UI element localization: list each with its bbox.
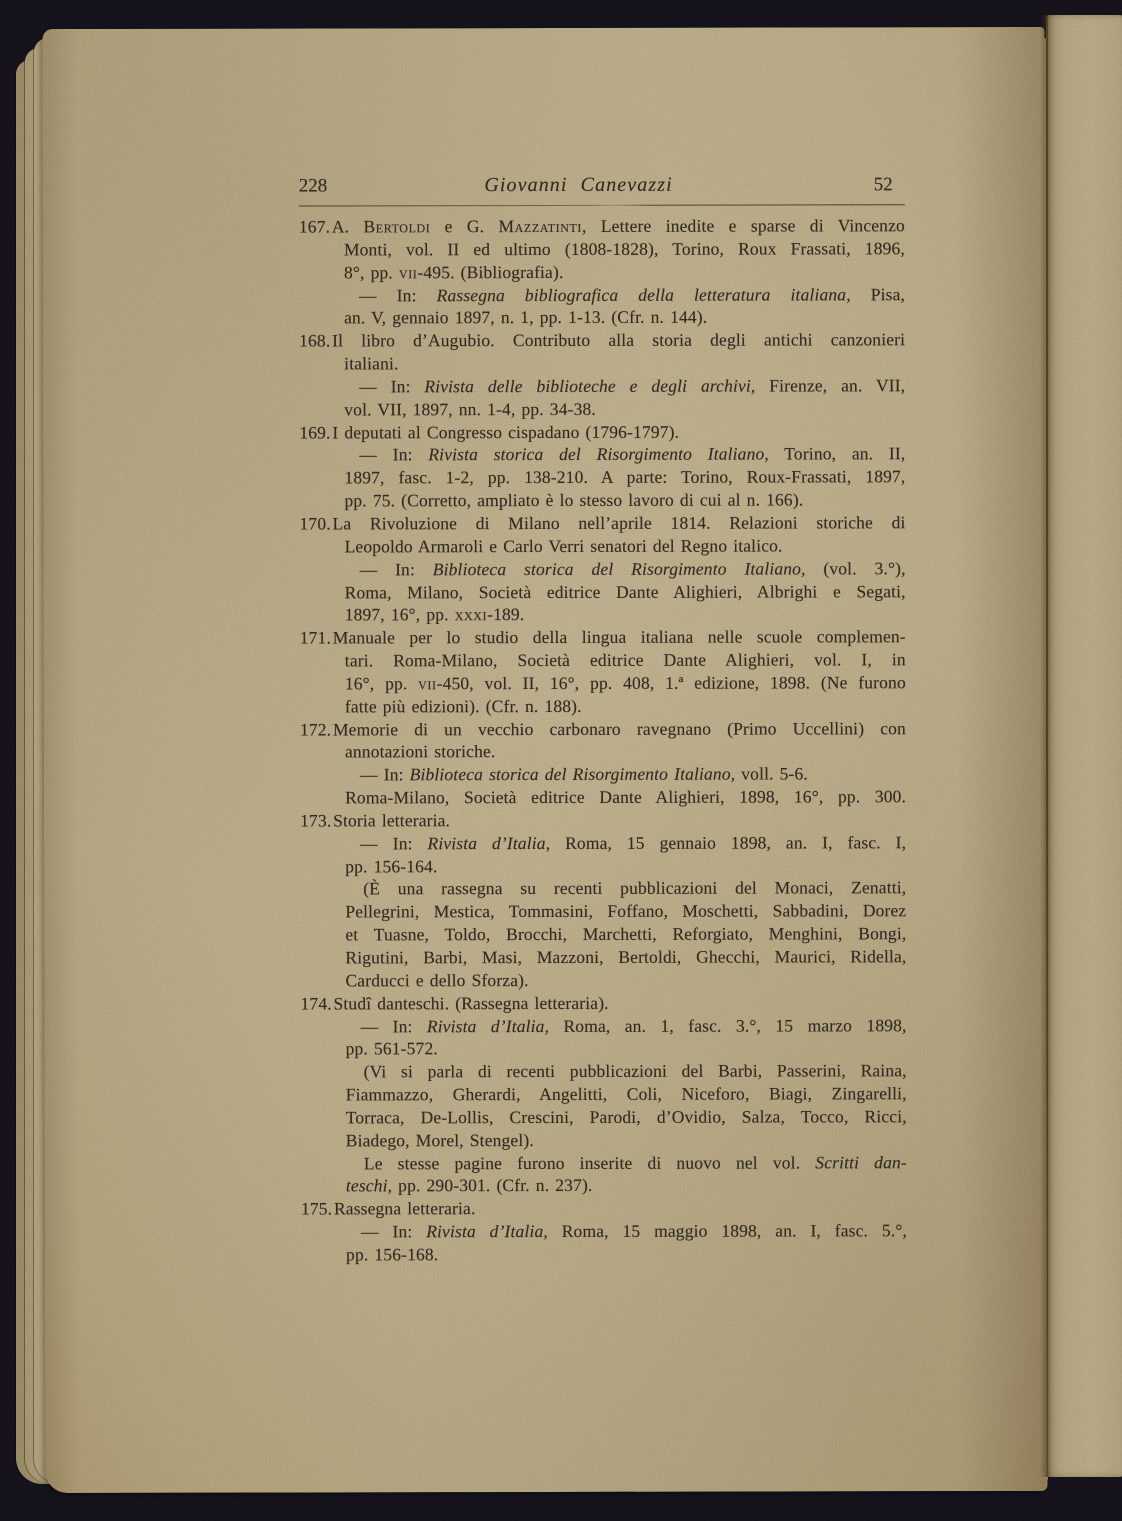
text-segment: Rivista d’Italia, — [426, 1015, 550, 1036]
entry-line — [299, 511, 906, 535]
facing-page-edge — [1046, 15, 1122, 1477]
entry-line — [334, 1082, 907, 1106]
text-segment: Monti, vol. II ed ultimo (1808-1828), Torino, Roux Frassati, 1896, — [343, 238, 905, 260]
entry-line — [298, 214, 905, 238]
entry-line — [334, 1014, 907, 1038]
bibliography — [299, 214, 907, 1266]
text-segment: Roma, Milano, Società editrice Dante Alighieri, Albrighi e Segati, — [344, 580, 906, 602]
text-segment: Scritti dan- — [815, 1151, 907, 1173]
text-segment: -189. — [487, 604, 525, 625]
text-segment: xxxi — [454, 604, 488, 625]
text-segment: 1897, fasc. 1-2, pp. 138-210. A parte: Torino, Roux-Frassati, 1897, — [344, 466, 906, 488]
text-segment: Torino, an. II, — [768, 443, 906, 464]
entry-line — [333, 922, 906, 946]
text-segment: pp. 561-572. — [345, 1038, 438, 1059]
text-segment: Mazzatinti — [498, 215, 583, 237]
entry-line — [332, 260, 905, 284]
bib-entry — [299, 420, 905, 513]
entry-line — [332, 306, 905, 330]
text-segment: Carducci e dello Sforza). — [345, 969, 529, 991]
text-segment: (È una rassegna su recenti pubblicazioni del Monaci, Zenatti, — [363, 877, 907, 899]
text-segment: I deputati al Congresso cispadano (1796-1797). — [332, 421, 680, 443]
entry-line — [299, 717, 906, 741]
entry-number: 168. — [299, 330, 331, 351]
text-segment: Fiammazzo, Gherardi, Angelitti, Coli, Niceforo, Biagi, Zingarelli, — [345, 1083, 907, 1105]
text-segment: pp. 75. (Corretto, ampliato è lo stesso lavoro di cui al n. 166). — [344, 489, 804, 511]
entry-line — [299, 625, 906, 649]
text-segment: Biblioteca storica del Risorgimento Italiano, — [409, 763, 736, 785]
entry-line — [333, 762, 906, 786]
entry-line — [334, 1174, 907, 1198]
bib-entry — [300, 625, 906, 718]
text-segment: A. — [331, 216, 364, 237]
text-segment: Memorie di un vecchio carbonaro ravegnano (Primo Uccellini) con — [332, 717, 906, 740]
entry-line — [333, 785, 906, 809]
text-segment: Pellegrini, Mestica, Tommasini, Foffano, Moschetti, Sabbadini, Dorez — [345, 900, 907, 922]
entry-line — [332, 397, 905, 421]
entry-line — [334, 1128, 907, 1152]
text-segment: Roma, 15 maggio 1898, an. I, fasc. 5.°, — [547, 1220, 908, 1242]
entry-line — [334, 1037, 907, 1061]
entry-line — [332, 351, 905, 375]
text-segment: — In: — [360, 1221, 427, 1242]
text-segment: — In: — [359, 558, 433, 580]
entry-line — [332, 237, 905, 261]
text-segment: Rigutini, Barbi, Masi, Mazzoni, Bertoldi, Ghecchi, Maurici, Ridella, — [345, 946, 907, 968]
text-segment: Studî danteschi. (Rassegna letteraria). — [333, 992, 609, 1014]
text-segment: vol. VII, 1897, nn. 1-4, pp. 34-38. — [344, 398, 596, 420]
text-segment: tari. Roma-Milano, Società editrice Dante Alighieri, vol. I, in — [344, 649, 906, 671]
bib-entry — [299, 328, 905, 421]
text-segment: annotazioni storiche. — [344, 741, 496, 762]
entry-number: 169. — [299, 422, 331, 443]
bib-entry — [300, 808, 906, 992]
entry-line — [333, 603, 906, 627]
text-segment: Roma-Milano, Società editrice Dante Alighieri, 1898, 16°, pp. 300. — [345, 786, 907, 808]
text-segment: e G. — [430, 216, 499, 237]
text-segment: teschi, — [345, 1175, 393, 1196]
entry-line — [300, 1197, 907, 1221]
text-segment: Roma, 15 gennaio 1898, an. I, fasc. I, — [550, 832, 907, 853]
entry-line — [334, 1151, 907, 1175]
entry-line — [333, 648, 906, 672]
text-segment: Storia letteraria. — [333, 810, 451, 831]
entry-line — [333, 831, 906, 855]
text-segment: 16°, pp. — [344, 673, 419, 694]
text-segment: Bertoldi — [363, 216, 431, 237]
text-segment: -450, vol. II, 16°, pp. 408, 1.ª edizione, 1898. (Ne furono — [436, 672, 906, 694]
entry-line — [299, 328, 906, 352]
entry-number: 167. — [298, 216, 331, 237]
text-segment: pp. 156-168. — [346, 1244, 439, 1265]
text-segment: — In: — [359, 376, 425, 397]
entry-number: 171. — [299, 627, 331, 648]
text-segment: Firenze, an. VII, — [755, 375, 906, 396]
text-segment: Pisa, — [850, 283, 906, 304]
entry-line — [333, 671, 906, 695]
text-segment: — In: — [360, 1015, 427, 1036]
entry-line — [333, 968, 906, 992]
text-segment: — In: — [359, 444, 429, 465]
text-segment: 1897, 16°, pp. — [344, 604, 455, 625]
text-segment: -495. (Bibliografia). — [417, 261, 564, 282]
text-segment: (vol. 3.°), — [805, 557, 906, 579]
page-content — [299, 173, 907, 1266]
entry-line — [333, 854, 906, 878]
entry-line — [333, 740, 906, 764]
text-segment: pp. 290-301. (Cfr. n. 237). — [392, 1175, 593, 1196]
entry-line — [332, 374, 905, 398]
entry-line — [332, 488, 905, 512]
book-gutter-shadow — [1040, 15, 1048, 1477]
header-rule — [299, 204, 905, 206]
text-segment: Biblioteca storica del Risorgimento Italiano, — [432, 558, 806, 579]
running-title: Giovanni Canevazzi — [484, 173, 673, 197]
entry-line — [332, 466, 905, 490]
entry-line — [334, 1059, 907, 1083]
text-segment: Torraca, De-Lollis, Crescini, Parodi, d’Ovidio, Salza, Tocco, Ricci, — [345, 1106, 907, 1128]
bib-entry — [299, 214, 905, 329]
entry-number: 174. — [300, 993, 332, 1014]
text-segment: , Lettere inedite e sparse di Vincenzo — [581, 215, 905, 236]
entry-line — [333, 877, 906, 901]
page-number-right: 52 — [873, 174, 893, 196]
entry-line — [333, 900, 906, 924]
text-segment: Manuale per lo studio della lingua italiana nelle scuole complemen- — [332, 626, 906, 648]
entry-line — [333, 557, 906, 581]
text-segment: italiani. — [344, 353, 399, 374]
text-segment: vii — [418, 673, 437, 694]
text-segment: Leopoldo Armaroli e Carlo Verri senatori del Regno italico. — [344, 535, 783, 557]
entry-line — [334, 1105, 907, 1129]
text-segment: Rassegna letteraria. — [333, 1198, 476, 1219]
entry-number: 175. — [300, 1198, 333, 1219]
text-segment: 8°, pp. — [343, 261, 399, 283]
text-segment: vii — [398, 261, 418, 282]
text-segment: fatte più edizioni). (Cfr. n. 188). — [344, 695, 582, 717]
bib-entry — [301, 1197, 907, 1267]
bib-entry — [300, 717, 906, 810]
text-segment: Rivista delle biblioteche e degli archivi, — [424, 375, 756, 397]
bib-entry — [299, 511, 905, 626]
text-segment: — In: — [359, 284, 437, 305]
text-segment: Il libro d’Augubio. Contributo alla storia degli antichi canzonieri — [332, 329, 906, 351]
text-segment: voll. 5-6. — [735, 763, 808, 784]
bib-entry — [300, 991, 906, 1198]
page-number-left: 228 — [298, 175, 328, 197]
text-segment: Roma, an. 1, fasc. 3.°, 15 marzo 1898, — [549, 1014, 907, 1036]
entry-line — [333, 534, 906, 558]
entry-line — [332, 443, 905, 467]
text-segment: an. V, gennaio 1897, n. 1, pp. 1-13. (Cfr. n. 144). — [344, 307, 708, 328]
book-page — [42, 27, 1047, 1493]
text-segment: Rivista storica del Risorgimento Italiano, — [428, 443, 769, 465]
entry-line — [334, 1219, 907, 1243]
entry-line — [300, 991, 906, 1015]
text-segment: — In: — [360, 833, 428, 854]
text-segment: Rivista d’Italia, — [426, 1221, 548, 1242]
entry-number: 170. — [299, 513, 331, 534]
entry-line — [333, 694, 906, 718]
entry-number: 172. — [299, 719, 332, 740]
text-segment: La Rivoluzione di Milano nell’aprile 1814. Relazioni storiche di — [332, 512, 906, 534]
text-segment: Rassegna bibliografica della letteratura italiana, — [436, 283, 851, 305]
text-segment: et Tuasne, Toldo, Brocchi, Marchetti, Reforgiato, Menghini, Bongi, — [345, 923, 907, 945]
text-segment: Le stesse pagine furono inserite di nuovo nel vol. — [363, 1152, 816, 1173]
page-header — [299, 173, 905, 197]
text-segment: Rivista d’Italia, — [427, 832, 551, 854]
entry-line — [333, 945, 906, 969]
text-segment: (Vi si parla di recenti pubblicazioni del Barbi, Passerini, Raina, — [363, 1060, 907, 1082]
text-segment: pp. 156-164. — [345, 855, 438, 877]
text-segment: Biadego, Morel, Stengel). — [345, 1129, 534, 1151]
entry-line — [299, 420, 905, 444]
entry-line — [300, 808, 906, 832]
entry-line — [334, 1242, 907, 1266]
entry-line — [333, 580, 906, 604]
entry-number: 173. — [300, 810, 332, 831]
text-segment: — In: — [360, 764, 410, 785]
entry-line — [332, 283, 905, 307]
